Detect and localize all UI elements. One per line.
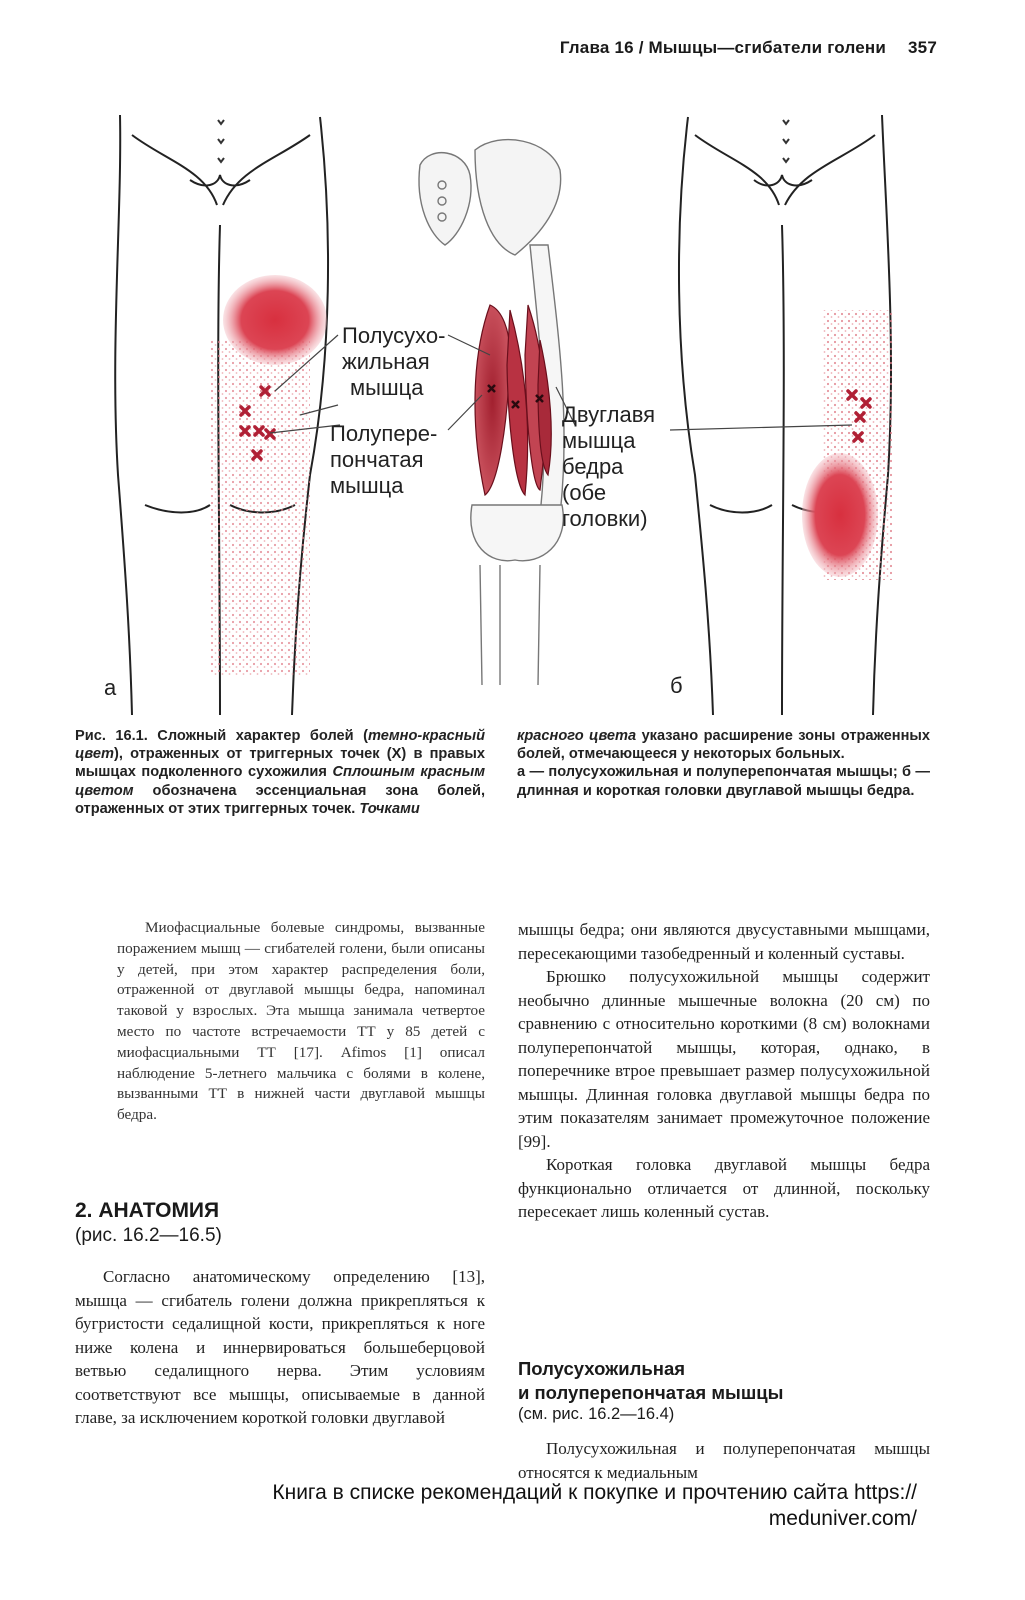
referral-spillover-a — [210, 340, 310, 675]
essential-pain-zone-a — [223, 275, 327, 365]
page-number: 357 — [908, 38, 937, 57]
panel-label-a: а — [104, 675, 117, 700]
panel-label-b: б — [670, 673, 683, 698]
pelvis-sacrum — [419, 140, 561, 255]
spine-marks-a — [218, 120, 224, 162]
label-biceps-femoris: Двуглавя мышца бедра (обе головки) — [562, 402, 656, 531]
right-para-2: Брюшко полусухожильной мышцы содержит необычно длинные мышечные волокна (20 см) по сравнению с относительно короткими (8 см) волокнами полуперепончатой мышцы, которая, однако, в поперечнике втрое превышает размер полусухожильной мышцы. Длинная головка двуглавой мышцы бедра по этим показателям занимает промежуточное положение [99]. — [518, 967, 930, 1151]
spine-marks-b — [783, 120, 789, 162]
essential-pain-zone-b — [802, 453, 878, 577]
right-column — [518, 918, 930, 1224]
label-semimembranosus: Полупере- пончатая мышца — [330, 421, 438, 498]
figure-caption-right: красного цвета указано расширение зоны отраженных болей, отмечающееся у некоторых больных. а — полусухожильная и полуперепончатая мышцы; б — длинная и короткая головки двуглавой мышцы бедра. — [517, 728, 930, 799]
right-para-4: Полусухожильная и полуперепончатая мышцы относятся к медиальным — [518, 1439, 930, 1482]
site-footer: Книга в списке рекомендаций к покупке и прочтению сайта https:// meduniver.com/ — [272, 1481, 917, 1530]
section-heading — [75, 1199, 475, 1247]
figure-16-1 — [70, 95, 955, 720]
right-para-1: мышцы бедра; они являются двусуставными мышцами, пересекающими тазобедренный и коленный суставы. — [518, 920, 930, 963]
chapter-title: Глава 16 / Мышцы—сгибатели голени — [559, 38, 887, 57]
figure-caption-left: Рис. 16.1. Сложный характер болей (темно-красный цвет), отраженных от триггерных точек (X) в правых мышцах подколенного сухожилия Сплошным красным цветом обозначена эссенциальная зона болей, отраженных от этих триггерных точек. Точками — [75, 728, 486, 817]
anatomy-illustration — [70, 95, 955, 720]
intro-paragraph: Миофасциальные болевые синдромы, вызванные поражением мышц — сгибателей голени, были описаны у детей, при этом характер распределения боли, отраженной от двуглавой мышцы бедра, напоминал таковой у взрослых. Эта мышца занимала четвертое место по частоте встречаемости ТТ у 85 детей с миофасциальными ТТ [17]. Afimos [1] описал наблюдение 5-летнего мальчика с болями в колене, вызванными ТТ в нижней части двуглавой мышцы бедра. — [117, 919, 485, 1124]
section-title: 2. АНАТОМИЯ — [75, 1199, 220, 1222]
subsection-heading: Полусухожильная и полуперепончатая мышцы (см. рис. 16.2—16.4) — [518, 1358, 784, 1423]
right-para-3: Короткая головка двуглавой мышцы бедра функционально отличается от длинной, поскольку пересекает лишь коленный сустав. — [518, 1155, 930, 1221]
anatomy-paragraph: Согласно анатомическому определению [13], мышца — сгибатель голени должна прикрепляться к бугристости седалищной кости, прикрепляться к ноге ниже колена и иннервироваться большеберцовой ветвью седалищного нерва. Этим условиям соответствуют все мышцы, описываемые в данной главе, за исключением короткой головки двуглавой — [75, 1267, 485, 1427]
label-semitendinosus: Полусухо- жильная мышца — [342, 323, 446, 400]
section-figure-ref: (рис. 16.2—16.5) — [75, 1225, 222, 1246]
running-header — [560, 38, 937, 58]
